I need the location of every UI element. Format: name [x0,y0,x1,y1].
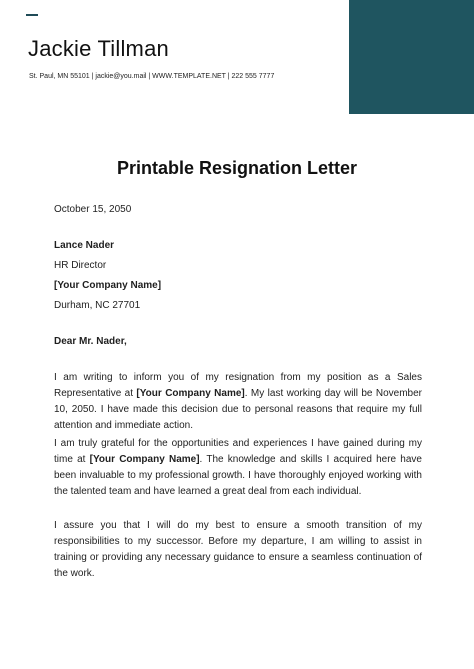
sender-contact-info: St. Paul, MN 55101 | jackie@you.mail | WWW.TEMPLATE.NET | 222 555 7777 [29,73,275,80]
paragraph-2-text-before: I am truly grateful for the opportunities and experiences I have gained during my time at [54,438,422,465]
recipient-name: Lance Nader [54,240,115,251]
recipient-city: Durham, NC 27701 [54,300,141,311]
paragraph-1-company: [Your Company Name] [136,388,245,399]
paragraph-1 [54,370,422,434]
sender-name: Jackie Tillman [28,36,169,61]
paragraph-3: I assure you that I will do my best to ensure a smooth transition of my responsibilities to my successor. Before my departure, I am willing to assist in training or providing any necessary guidance to ensure a seamless continuation of the work. [54,520,422,579]
paragraph-2 [54,436,422,500]
letter-date: October 15, 2050 [54,204,132,215]
document-title: Printable Resignation Letter [116,158,358,178]
paragraph-2-text-after: . The knowledge and skills I acquired here have been invaluable to my professional growth. I have thoroughly enjoyed working with the talented team and have learned a great deal from each individual. [54,454,422,497]
recipient-position: HR Director [54,260,107,271]
paragraph-1-text-after: . My last working day will be November 10, 2050. I have made this decision due to personal reasons that require my full attention and immediate action. [54,388,422,431]
paragraph-2-company: [Your Company Name] [89,454,200,465]
recipient-company: [Your Company Name] [54,280,162,291]
paragraph-1-text-before: I am writing to inform you of my resignation from my position as a Sales Representative at [54,372,422,399]
decorative-corner-block [349,0,474,114]
accent-bar [26,14,38,16]
salutation: Dear Mr. Nader, [54,336,127,347]
